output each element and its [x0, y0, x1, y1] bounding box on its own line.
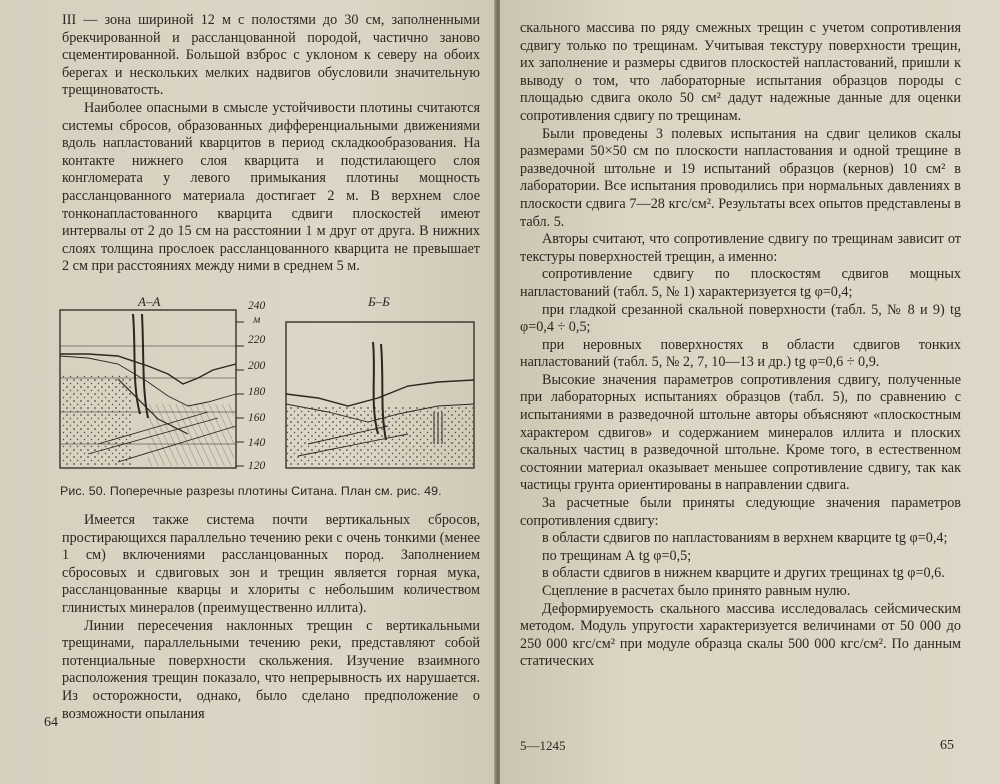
signature-mark: 5—1245: [520, 738, 566, 753]
axis-tick-220: 220: [248, 334, 266, 346]
right-paragraph-7: Высокие значения параметров сопротивления сдвигу, полученные при лабораторных испытаниях образцов (табл. 5), по сравнению с испытаниями в разведочной штольне авторы объясняют «плоскостным характером сдвигов» и содержанием минералов иллита и плоских скальных частиц в разведочной штольне. Кроме того, в естественном состоянии материал оказывает меньшее сопротивление сдвигу, так как частицы грунта ориентированы в направлении сдвига.: [520, 371, 961, 494]
left-paragraph-3: Имеется также система почти вертикальных сбросов, простирающихся параллельно течению реки с очень тонкими (менее 1 см) включениями рассланцованных пород. Заполнением сбросовых и сдвиговых зон и трещин является горная мука, рассланцованные кварцы и хлориты с небольшим количеством глинистых минералов (преимущественно иллита).: [62, 512, 480, 616]
right-paragraph-8: За расчетные были приняты следующие значения параметров сопротивления сдвигу:: [520, 495, 961, 529]
left-paragraph-4: Линии пересечения наклонных трещин с вертикальными трещинами, параллельными течению реки, представляют собой потенциальные поверхности скольжения. Изучение взаимного расположения трещин показало, что непрерывность их нарушается. Из осторожности, однако, было сделано предположение о возможности опылания: [62, 617, 480, 722]
left-bottom-text: [62, 512, 480, 723]
left-paragraph-2: Наиболее опасными в смысле устойчивости плотины считаются системы сбросов, образованных дифференциальными движениями вдоль напластований кварцитов в период складкообразования. На контакте нижнего слоя кварцита и подстилающего слоя конгломерата у левого примыкания плотины мощность рассланцованного материала достигает 2 м. В верхнем слое тонконапластованного кварцита сдвиги плоскостей имеют интервалы от 2 до 15 см на расстоянии 1 м друг от друга. В нижних слоях толщина прослоек рассланцованного кварцита не превышает 2 см при расстояниях между ними в среднем 5 м.: [62, 99, 480, 275]
right-text: [520, 20, 961, 671]
right-paragraph-3: Авторы считают, что сопротивление сдвигу по трещинам зависит от текстуры поверхностей трещин, а именно:: [520, 231, 961, 265]
left-page: [0, 0, 496, 784]
right-page: [500, 0, 1000, 784]
section-a-title: А–А: [138, 294, 161, 309]
right-paragraph-13: Деформируемость скального массива исследовалась сейсмическим методом. Модуль упругости характеризуется величинами от 50 000 до 250 000 кгс/см² при модуле образца скалы 500 000 кгс/см². По данным статических: [520, 600, 961, 670]
right-paragraph-12: Сцепление в расчетах было принято равным нулю.: [542, 583, 851, 599]
cross-section-figure: [58, 294, 476, 474]
axis-unit: м: [253, 314, 261, 326]
page-number-right: 65: [940, 738, 954, 753]
axis-tick-160: 160: [248, 412, 266, 424]
axis-tick-120: 120: [248, 460, 266, 472]
axis-tick-200: 200: [248, 360, 266, 372]
axis-tick-140: 140: [248, 437, 266, 449]
right-paragraph-6: при неровных поверхностях в области сдвигов тонких напластований (табл. 5, № 2, 7, 10—13 и др.) tg φ=0,6 ÷ 0,9.: [520, 336, 961, 371]
figure-caption: Рис. 50. Поперечные разрезы плотины Ситана. План см. рис. 49.: [60, 484, 442, 498]
right-paragraph-11: в области сдвигов в нижнем кварците и других трещинах tg φ=0,6.: [542, 565, 945, 582]
section-b-title: Б–Б: [368, 294, 390, 309]
page-number-left: 64: [44, 715, 58, 730]
right-paragraph-1: скального массива по ряду смежных трещин с учетом сопротивления сдвигу только по трещинам. Учитывая текстуру поверхности трещин, их заполнение и размеры сдвигов плоскостей напластований, пришли к выводу о том, что лабораторные испытания образцов породы с площадью сдвига около 50 см² дадут надежные данные для оценки сопротивления сдвигу по трещинам.: [520, 20, 961, 124]
axis-tick-240: 240: [248, 300, 266, 312]
elevation-axis: [236, 322, 244, 466]
right-paragraph-5: при гладкой срезанной скальной поверхности (табл. 5, № 8 и 9) tg φ=0,4 ÷ 0,5;: [520, 301, 961, 336]
left-paragraph-1: III — зона шириной 12 м с полостями до 30 см, заполненными брекчированной и рассланцованной породой, частично заново сцементированной. Большой взброс с уклоном к северу на обоих берегах и нескольких мелких надвигов обусловили значительную трещиноватость.: [62, 12, 480, 99]
right-paragraph-4: сопротивление сдвигу по плоскостям сдвигов мощных напластований (табл. 5, № 1) характеризуется tg φ=0,4;: [520, 266, 961, 300]
left-top-text: [62, 12, 480, 276]
right-paragraph-9: в области сдвигов по напластованиям в верхнем кварците tg φ=0,4;: [542, 530, 948, 547]
axis-tick-180: 180: [248, 386, 266, 398]
right-paragraph-2: Были проведены 3 полевых испытания на сдвиг целиков скалы размерами 50×50 см по плоскости напластования и одной трещине в разведочной штольне и 19 испытаний образцов (кернов) 10 см² в лаборатории. Все испытания проводились при нормальных давлениях в плоскости сдвига 7—28 кгс/см². Результаты всех опытов представлены в табл. 5.: [520, 125, 961, 230]
right-paragraph-10: по трещинам А tg φ=0,5;: [542, 547, 692, 564]
cross-section-drawing: [58, 294, 476, 474]
